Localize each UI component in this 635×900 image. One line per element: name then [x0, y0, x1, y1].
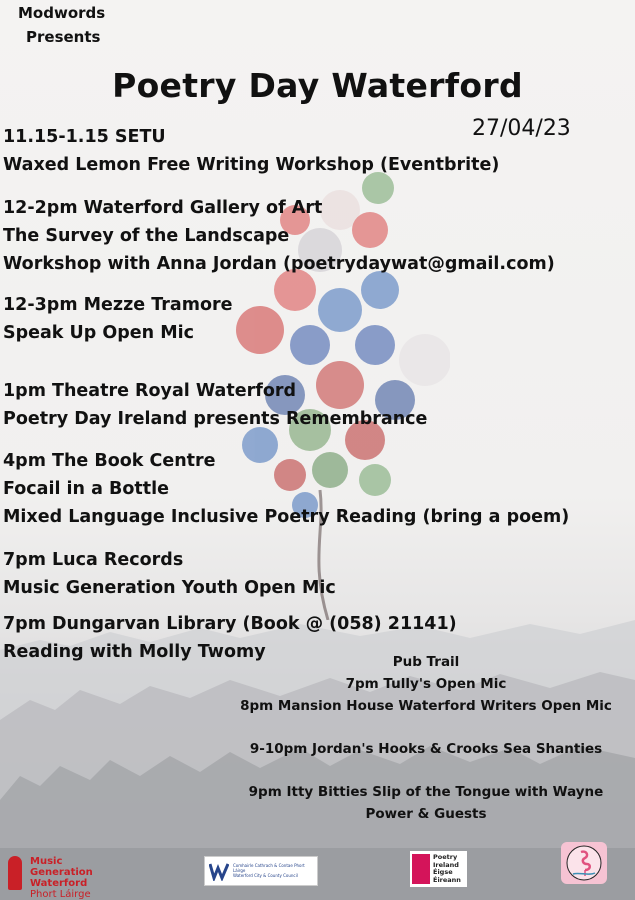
event-line: The Survey of the Landscape [3, 226, 290, 246]
music-generation-line: Music Generation [30, 856, 93, 878]
poetry-ireland-icon [412, 854, 430, 884]
music-generation-logo [8, 854, 128, 900]
event-date: 27/04/23 [472, 116, 571, 141]
poetry-ireland-line: Éigse [433, 868, 453, 876]
waterford-council-logo [204, 856, 318, 886]
poetry-ireland-line: Ireland [433, 860, 459, 869]
event-line: 12-2pm Waterford Gallery of Art [3, 198, 323, 218]
pub-trail-item: 9-10pm Jordan's Hooks & Crooks Sea Shanties [249, 741, 603, 757]
pub-trail-item: 8pm Mansion House Waterford Writers Open Mic [240, 698, 612, 714]
presents-label: Presents [26, 28, 101, 46]
council-text [233, 863, 313, 878]
page-title: Poetry Day Waterford [112, 66, 523, 105]
flamingo-logo [561, 842, 607, 884]
event-line: Waxed Lemon Free Writing Workshop (Eventbrite) [3, 155, 500, 175]
pub-trail-heading: Pub Trail [392, 654, 460, 670]
event-line: 4pm The Book Centre [3, 451, 216, 471]
poetry-ireland-text [433, 854, 461, 884]
event-line: 1pm Theatre Royal Waterford [3, 381, 297, 401]
council-w-icon [209, 861, 229, 881]
music-generation-line: Waterford [30, 878, 88, 889]
music-generation-icon [8, 856, 22, 890]
event-line: Speak Up Open Mic [3, 323, 194, 343]
event-line: Mixed Language Inclusive Poetry Reading (bring a poem) [3, 507, 570, 527]
pub-trail-item: 9pm Itty Bitties Slip of the Tongue with Wayne Power & Guests [248, 784, 604, 822]
event-line: Music Generation Youth Open Mic [3, 578, 336, 598]
event-line: 12-3pm Mezze Tramore [3, 295, 233, 315]
sponsor-logos [0, 838, 635, 900]
event-line: Poetry Day Ireland presents Remembrance [3, 409, 428, 429]
poetry-ireland-line: Éireann [433, 875, 461, 884]
pub-trail-item: 7pm Tully's Open Mic [345, 676, 507, 692]
event-line: Reading with Molly Twomy [3, 642, 266, 662]
event-line: Focail in a Bottle [3, 479, 169, 499]
flamingo-icon [561, 842, 607, 884]
music-generation-text [30, 856, 128, 900]
brand-name: Modwords [18, 4, 106, 22]
poetry-ireland-logo [410, 851, 467, 887]
event-line: 11.15-1.15 SETU [3, 127, 166, 147]
council-line: Comhairle Cathrach & Contae Phort Láirge [233, 863, 305, 873]
music-generation-line: Phort Láirge [30, 889, 91, 900]
event-line: Workshop with Anna Jordan (poetrydaywat@gmail.com) [3, 254, 555, 274]
council-line: Waterford City & County Council [233, 873, 298, 878]
event-line: 7pm Luca Records [3, 550, 184, 570]
event-line: 7pm Dungarvan Library (Book @ (058) 21141) [3, 614, 457, 634]
poetry-ireland-line: Poetry [433, 853, 458, 861]
